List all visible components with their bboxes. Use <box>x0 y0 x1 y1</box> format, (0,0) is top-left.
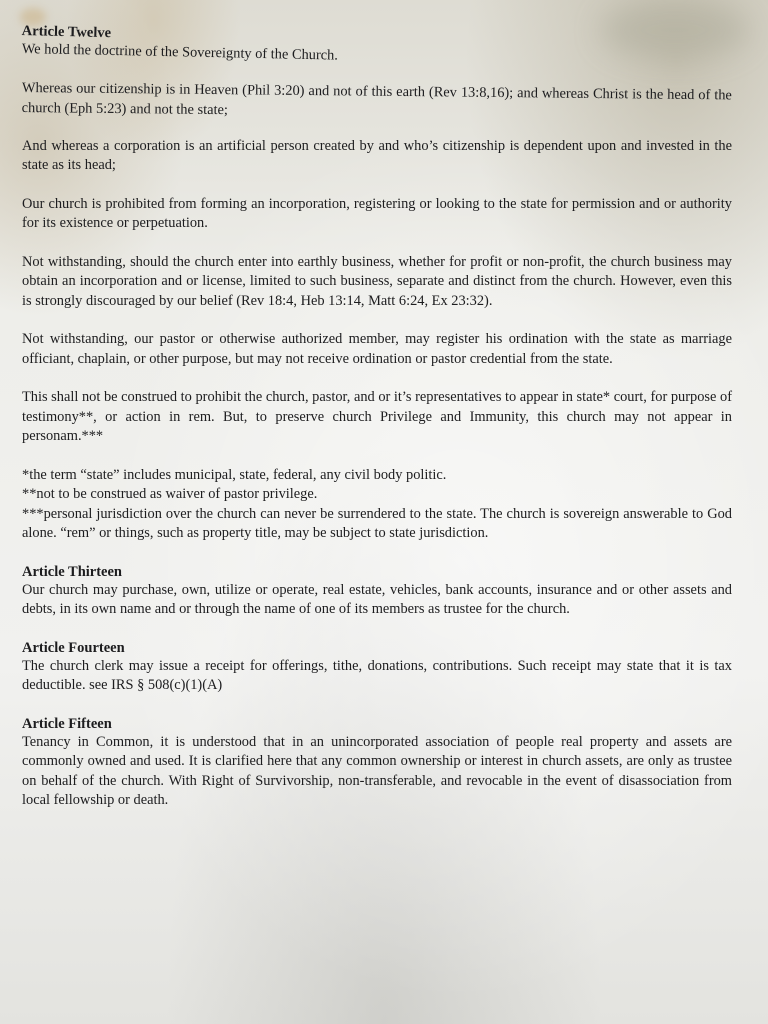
article-twelve-title: Article Twelve <box>21 22 112 42</box>
article-fourteen-title: Article Fourteen <box>22 639 125 656</box>
article-fifteen-title: Article Fifteen <box>22 715 112 732</box>
article-twelve <box>22 22 732 544</box>
article-twelve-footnotes <box>22 466 732 544</box>
article-fourteen <box>22 639 732 696</box>
article-thirteen-text: Our church may purchase, own, utilize or operate, real estate, vehicles, bank accounts, insurance and or other assets and debts, in its own name and or through the name of one of its members as trustee for the church. <box>22 581 732 617</box>
article-twelve-prohibition: Our church is prohibited from forming an incorporation, registering or looking to the state for permission and or authority for its existence or perpetuation. <box>22 195 732 231</box>
article-fifteen-text: Tenancy in Common, it is understood that in an unincorporated association of people real property and assets are commonly owned and used. It is clarified here that any common ownership or interest in church assets, are only as trustee on behalf of the church. With Right of Survivorship, non-transferable, and revocable in the event of disassociation from local fellowship or death. <box>22 733 732 808</box>
footnote-2: **not to be construed as waiver of pastor privilege. <box>22 486 318 502</box>
footnote-3: ***personal jurisdiction over the church can never be surrendered to the state. The church is sovereign answerable to God alone. “rem” or things, such as property title, may be subject to state jurisdiction. <box>22 505 732 541</box>
article-twelve-ordination: Not withstanding, our pastor or otherwise authorized member, may register his ordination with the state as marriage officiant, chaplain, or other purpose, but may not receive ordination or pastor credential from the state. <box>22 331 732 367</box>
article-thirteen <box>22 563 732 620</box>
article-twelve-doctrine: We hold the doctrine of the Sovereignty of the Church. <box>21 40 339 64</box>
article-twelve-citizenship: Whereas our citizenship is in Heaven (Phil 3:20) and not of this earth (Rev 13:8,16); and whereas Christ is the head of the church (Eph 5:23) and not the state; <box>21 79 732 118</box>
article-twelve-court: This shall not be construed to prohibit the church, pastor, and or it’s representatives to appear in state* court, for purpose of testimony**, or action in rem. But, to preserve church Privilege and Immunity, this church may not appear in personam.*** <box>22 389 732 444</box>
article-twelve-corporation: And whereas a corporation is an artificial person created by and who’s citizenship is dependent upon and invested in the state as its head; <box>22 137 732 173</box>
footnote-1: *the term “state” includes municipal, state, federal, any civil body politic. <box>22 466 447 483</box>
article-fourteen-text: The church clerk may issue a receipt for offerings, tithe, donations, contributions. Such receipt may state that it is tax deductible. see IRS § 508(c)(1)(A) <box>22 657 732 693</box>
article-fifteen <box>22 715 732 811</box>
article-thirteen-title: Article Thirteen <box>22 563 122 580</box>
article-twelve-business: Not withstanding, should the church enter into earthly business, whether for profit or non-profit, the church business may obtain an incorporation and or license, limited to such business, separate and distinct from the church. However, even this is strongly discouraged by our belief (Rev 18:4, Heb 13:14, Matt 6:24, Ex 23:32). <box>22 253 732 309</box>
